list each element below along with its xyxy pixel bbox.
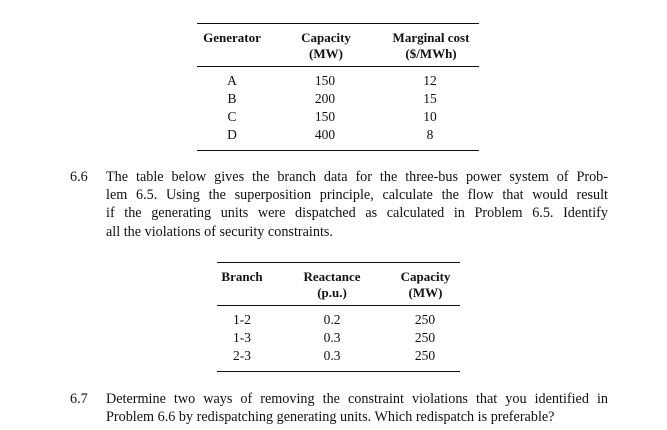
table-row xyxy=(217,311,460,329)
generator-capacity: 150 xyxy=(314,73,336,88)
branch-reactance: 0.3 xyxy=(323,348,341,363)
generator-table xyxy=(0,0,667,160)
generator-name: A xyxy=(227,73,237,88)
table-header-rule xyxy=(217,305,460,306)
table-row xyxy=(197,90,479,108)
branch-reactance: 0.2 xyxy=(323,312,341,327)
table-header-rule xyxy=(197,66,479,67)
column-header-marginal-cost: Marginal cost ($/MWh) xyxy=(392,30,470,61)
generator-cost: 15 xyxy=(423,91,437,106)
generator-cost: 8 xyxy=(426,127,434,142)
problem-text: The table below gives the branch data for the three-bus power system of Prob- lem 6.5. Using the superposition principle, calculate the flow that would result if the generating units were dispatched as calculated in Problem 6.5. Identify all the violations of security constraints. xyxy=(106,169,608,240)
column-header-generator: Generator xyxy=(203,30,261,45)
table-top-rule xyxy=(217,262,460,263)
branch-name: 1-3 xyxy=(233,330,251,345)
table-bottom-rule xyxy=(217,371,460,372)
table-row xyxy=(217,347,460,365)
table-bottom-rule xyxy=(197,150,479,151)
column-header-capacity: Capacity (MW) xyxy=(400,269,451,300)
branch-capacity: 250 xyxy=(414,348,436,363)
problem-number: 6.7 xyxy=(70,391,88,407)
table-row xyxy=(197,108,479,126)
generator-capacity: 200 xyxy=(314,91,336,106)
column-header-branch: Branch xyxy=(221,269,263,284)
generator-cost: 10 xyxy=(423,109,437,124)
branch-capacity: 250 xyxy=(414,330,436,345)
generator-capacity: 400 xyxy=(314,127,336,142)
generator-name: D xyxy=(227,127,237,142)
column-header-capacity: Capacity (MW) xyxy=(301,30,351,61)
problem-number: 6.6 xyxy=(70,169,88,185)
table-row xyxy=(197,72,479,90)
generator-capacity: 150 xyxy=(314,109,336,124)
generator-name: C xyxy=(227,109,237,124)
problem-text: Determine two ways of removing the constraint violations that you identified in Problem 6.6 by redispatching generating units. Which redispatch is preferable? xyxy=(106,391,608,426)
branch-name: 1-2 xyxy=(233,312,251,327)
table-row xyxy=(197,126,479,144)
branch-name: 2-3 xyxy=(233,348,251,363)
generator-cost: 12 xyxy=(423,73,437,88)
generator-name: B xyxy=(227,91,237,106)
branch-capacity: 250 xyxy=(414,312,436,327)
table-top-rule xyxy=(197,23,479,24)
branch-reactance: 0.3 xyxy=(323,330,341,345)
table-row xyxy=(217,329,460,347)
column-header-reactance: Reactance (p.u.) xyxy=(303,269,361,300)
branch-table xyxy=(0,255,667,375)
